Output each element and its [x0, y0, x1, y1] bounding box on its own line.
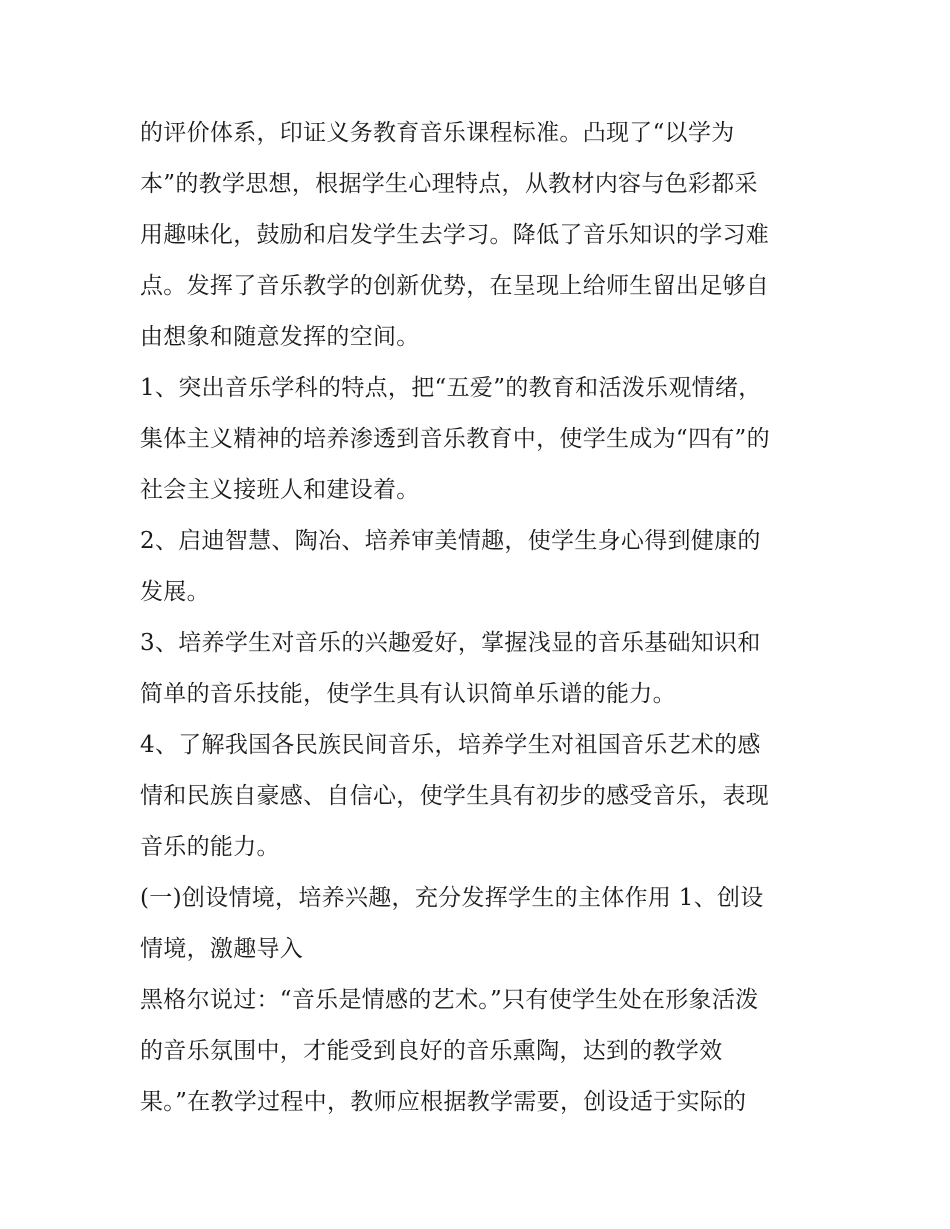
text-line: 情和民族自豪感、自信心，使学生具有初步的感受音乐，表现: [140, 783, 770, 809]
text-line: 社会主义接班人和建设着。: [140, 477, 420, 503]
text-line: 4、了解我国各民族民间音乐，培养学生对祖国音乐艺术的感: [140, 732, 761, 758]
text-line: 简单的音乐技能，使学生具有认识简单乐谱的能力。: [140, 681, 676, 707]
text-line: 情境，激趣导入: [140, 936, 304, 962]
text-line: (一)创设情境，培养兴趣，充分发挥学生的主体作用 1、创设: [140, 885, 764, 911]
text-line: 3、培养学生对音乐的兴趣爱好，掌握浅显的音乐基础知识和: [140, 630, 761, 656]
text-line: 点。发挥了音乐教学的创新优势，在呈现上给师生留出足够自: [140, 273, 770, 299]
text-line: 果。”在教学过程中，教师应根据教学需要，创设适于实际的: [140, 1089, 747, 1115]
text-line: 音乐的能力。: [140, 834, 280, 860]
text-line: 的音乐氛围中，才能受到良好的音乐熏陶，达到的教学效: [140, 1038, 723, 1064]
text-line: 1、突出音乐学科的特点，把“五爱”的教育和活泼乐观情绪，: [140, 375, 762, 401]
body-text: [140, 108, 820, 1128]
text-line: 集体主义精神的培养渗透到音乐教育中，使学生成为“四有”的: [140, 426, 770, 452]
text-line: 的评价体系，印证义务教育音乐课程标准。凸现了“以学为: [140, 120, 735, 146]
text-line: 本”的教学思想，根据学生心理特点，从教材内容与色彩都采: [140, 171, 758, 197]
text-line: 由想象和随意发挥的空间。: [140, 324, 420, 350]
text-line: 发展。: [140, 579, 210, 605]
text-line: 2、启迪智慧、陶冶、培养审美情趣，使学生身心得到健康的: [140, 528, 761, 554]
text-line: 黑格尔说过：“音乐是情感的艺术。”只有使学生处在形象活泼: [140, 987, 759, 1013]
text-line: 用趣味化，鼓励和启发学生去学习。降低了音乐知识的学习难: [140, 222, 770, 248]
